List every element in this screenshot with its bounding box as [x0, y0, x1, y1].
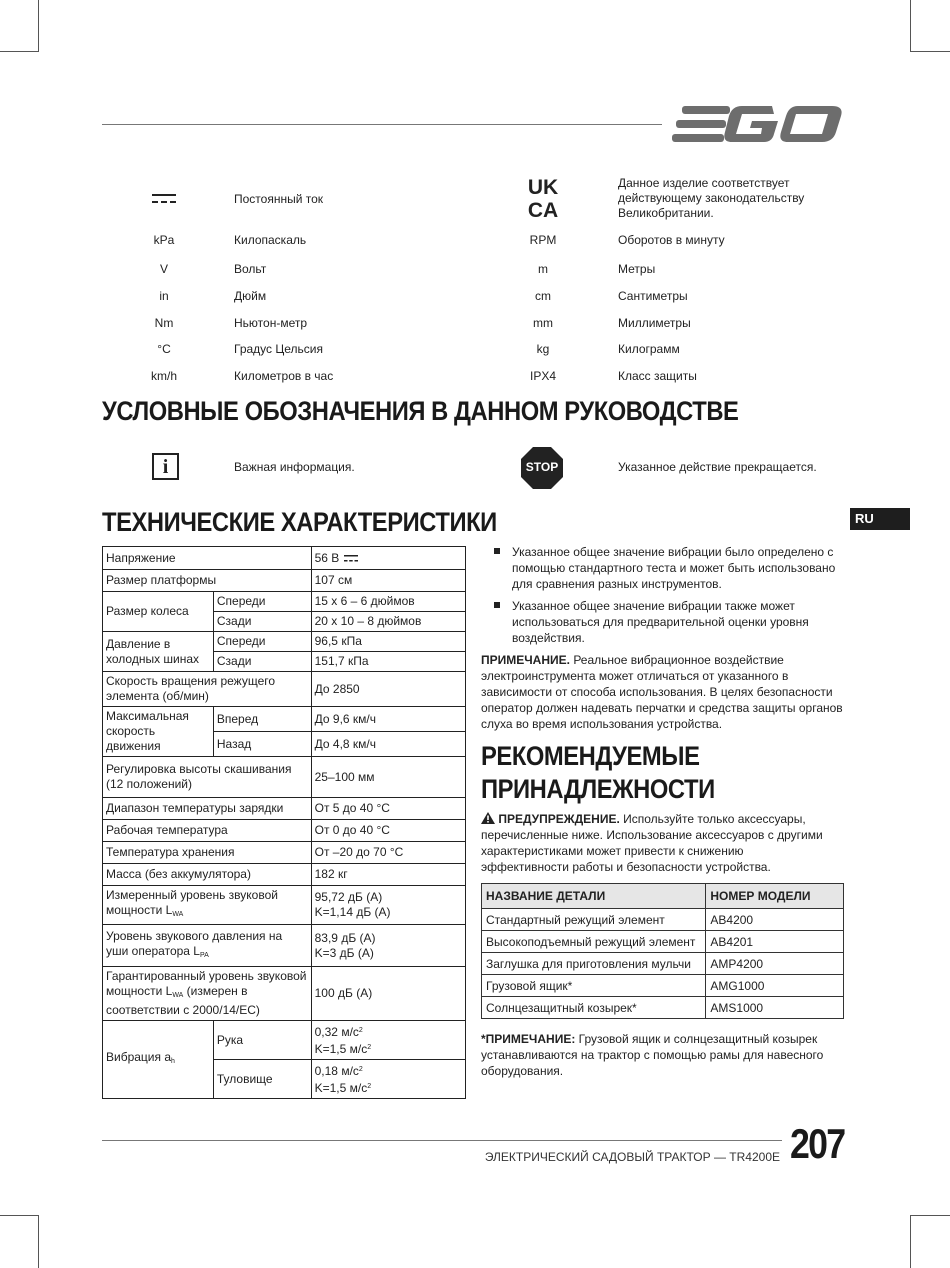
spec-value: 15 x 6 – 6 дюймов [311, 592, 465, 612]
symbol-key: kPa [153, 233, 175, 247]
spec-value: До 9,6 км/ч [311, 707, 465, 732]
specs-heading: ТЕХНИЧЕСКИЕ ХАРАКТЕРИСТИКИ [102, 507, 497, 537]
symbol-desc: Килограмм [618, 342, 680, 356]
table-row [103, 842, 466, 864]
ukca-mark-icon [503, 176, 583, 224]
value-line: K=3 дБ (А) [314, 945, 374, 960]
spec-value [311, 1060, 465, 1099]
table-row [103, 547, 466, 570]
symbol-desc: Килопаскаль [234, 233, 307, 247]
value-line: 0,32 м/с [314, 1025, 359, 1039]
table-row [103, 820, 466, 842]
stop-icon [520, 446, 564, 495]
model-number: AMP4200 [706, 953, 844, 975]
note-label: ПРИМЕЧАНИЕ. [481, 653, 570, 667]
value-line: 83,9 дБ (А) [314, 930, 376, 945]
part-name: Высокоподъемный режущий элемент [482, 931, 706, 953]
crop-mark [0, 51, 39, 52]
model-number: AMG1000 [706, 975, 844, 997]
spec-sublabel: Вперед [213, 707, 311, 732]
symbol-key: IPX4 [529, 369, 556, 383]
table-row [103, 757, 466, 798]
stop-desc: Указанное действие прекращается. [618, 460, 817, 474]
symbol-key: Nm [154, 316, 174, 330]
stop-icon-text: STOP [525, 460, 559, 474]
model-number: AB4200 [706, 909, 844, 931]
spec-label [103, 1021, 214, 1099]
sound-pressure-label: Уровень звукового давления на уши оператора L [106, 928, 283, 958]
spec-value: 107 см [311, 570, 465, 592]
spec-value: 96,5 кПа [311, 632, 465, 652]
table-row [103, 886, 466, 925]
symbol-desc: Класс защиты [618, 369, 697, 383]
symbol-desc: Метры [618, 262, 656, 276]
specs-table [102, 546, 466, 1099]
crop-mark [910, 1215, 950, 1216]
bullet-icon [494, 602, 500, 608]
voltage-value: 56 В [314, 550, 340, 565]
symbol-desc: Данное изделие соответствует действующему законодательству Великобритании. [618, 176, 805, 220]
note-text: Реальное вибрационное воздействие электроинструмента может отличаться от указанного в зависимости от способа использования. В целях безопасности оператор должен надевать перчатки и средства защиты органов слуха во время использования устройства. [481, 653, 843, 731]
warning-label: ПРЕДУПРЕЖДЕНИЕ. [498, 812, 620, 826]
value-line: 95,72 дБ (А) [314, 890, 383, 904]
symbol-key: °C [157, 342, 171, 356]
table-row [103, 570, 466, 592]
superscript: 2 [358, 1027, 363, 1034]
table-header-row [482, 884, 844, 909]
superscript: 2 [358, 1066, 363, 1073]
column-header: НАЗВАНИЕ ДЕТАЛИ [482, 884, 706, 909]
spec-sublabel: Спереди [213, 632, 311, 652]
spec-label: Размер платформы [103, 570, 312, 592]
header-rule [102, 124, 662, 125]
spec-value: 182 кг [311, 864, 465, 886]
spec-sublabel: Сзади [213, 652, 311, 672]
spec-label [103, 967, 312, 1021]
table-row [103, 798, 466, 820]
table-row [103, 672, 466, 707]
svg-text:UK: UK [527, 176, 559, 199]
spec-label: Давление в холодных шинах [103, 632, 214, 672]
table-row [482, 909, 844, 931]
column-header: НОМЕР МОДЕЛИ [706, 884, 844, 909]
spec-value: 151,7 кПа [311, 652, 465, 672]
superscript: 2 [367, 1044, 372, 1051]
table-row [103, 707, 466, 732]
spec-sublabel: Рука [213, 1021, 311, 1060]
crop-mark [910, 51, 950, 52]
spec-label: Напряжение [103, 547, 312, 570]
language-tab [850, 508, 910, 530]
vibration-note [481, 652, 843, 732]
value-line: 0,18 м/с [314, 1064, 359, 1078]
table-row [103, 632, 466, 652]
spec-value [311, 925, 465, 967]
spec-value [311, 886, 465, 925]
part-name: Грузовой ящик* [482, 975, 706, 997]
spec-label [103, 886, 312, 925]
value-line: K=1,5 м/с [314, 1042, 368, 1056]
spec-label: Скорость вращения режущего элемента (об/мин) [103, 672, 312, 707]
bullet-text: Указанное общее значение вибрации было определено с помощью стандартного теста и может быть использовано для сравнения разных инструментов. [512, 545, 836, 591]
spec-value: От 0 до 40 °C [311, 820, 465, 842]
spec-label: Регулировка высоты скашивания (12 положений) [103, 757, 312, 798]
spec-label: Максимальная скорость движения [103, 707, 214, 757]
symbol-key: cm [535, 289, 551, 303]
spec-value [311, 547, 465, 570]
value-line: K=1,14 дБ (А) [314, 905, 391, 919]
subscript: WA [172, 992, 184, 999]
bullet-text: Указанное общее значение вибрации также может использоваться для предварительной оценки уровня воздействия. [512, 599, 809, 645]
table-row [482, 975, 844, 997]
table-row [103, 925, 466, 967]
dc-current-icon [343, 554, 359, 563]
crop-mark [0, 1215, 39, 1216]
symbol-desc: Постоянный ток [234, 192, 324, 206]
table-row [482, 953, 844, 975]
symbol-desc: Миллиметры [618, 316, 691, 330]
model-number: AMS1000 [706, 997, 844, 1019]
spec-value: До 2850 [311, 672, 465, 707]
page-number: 207 [790, 1120, 845, 1167]
guaranteed-label: Гарантированный уровень звуковой мощности L [106, 969, 307, 998]
table-row [103, 967, 466, 1021]
spec-label: Рабочая температура [103, 820, 312, 842]
spec-value: От 5 до 40 °C [311, 798, 465, 820]
symbol-desc: Сантиметры [618, 289, 688, 303]
table-row [482, 997, 844, 1019]
part-name: Заглушка для приготовления мульчи [482, 953, 706, 975]
warning-text: Используйте только аксессуары, перечисленные ниже. Использование аксессуаров с другими характеристиками может привести к снижению эффективности работы и безопасности устройства. [481, 812, 823, 874]
ego-logo-icon [672, 104, 844, 144]
symbol-desc: Километров в час [234, 369, 334, 383]
info-desc: Важная информация. [234, 460, 355, 474]
sound-power-label: Измеренный уровень звуковой мощности L [106, 888, 278, 917]
symbol-key: m [538, 262, 548, 276]
spec-label: Размер колеса [103, 592, 214, 632]
vibration-label: Вибрация a [106, 1050, 172, 1064]
part-name: Солнцезащитный козырек* [482, 997, 706, 1019]
spec-label: Масса (без аккумулятора) [103, 864, 312, 886]
language-tab-label: RU [855, 511, 874, 526]
subscript: WA [172, 911, 184, 918]
crop-mark [910, 1215, 911, 1268]
symbol-key: mm [533, 316, 553, 330]
accessories-footnote [481, 1031, 826, 1079]
spec-value: 100 дБ (А) [311, 967, 465, 1021]
model-number: AB4201 [706, 931, 844, 953]
symbol-key: kg [536, 342, 550, 356]
guaranteed-label-tail: (измерен в соответствии с 2000/14/EC) [106, 984, 260, 1017]
table-row [103, 592, 466, 612]
symbol-key: V [159, 262, 168, 276]
footer-rule [102, 1140, 782, 1141]
heading-line: ПРИНАДЛЕЖНОСТИ [481, 774, 715, 804]
warning-icon [481, 812, 495, 824]
info-icon-text: i [162, 455, 169, 478]
symbol-desc: Дюйм [234, 289, 267, 303]
value-line: K=1,5 м/с [314, 1081, 368, 1095]
table-row [103, 864, 466, 886]
info-icon [152, 453, 179, 480]
ego-logo [672, 104, 844, 149]
symbol-key: in [159, 289, 169, 303]
dc-current-icon [124, 192, 204, 210]
symbol-desc: Ньютон-метр [234, 316, 308, 330]
bullet-icon [494, 548, 500, 554]
accessories-warning [481, 811, 826, 875]
table-row [482, 931, 844, 953]
crop-mark [38, 1215, 39, 1268]
spec-value: 20 x 10 – 8 дюймов [311, 612, 465, 632]
spec-value: До 4,8 км/ч [311, 732, 465, 757]
spec-value: От –20 до 70 °C [311, 842, 465, 864]
heading-line: РЕКОМЕНДУЕМЫЕ [481, 741, 700, 771]
spec-label: Диапазон температуры зарядки [103, 798, 312, 820]
spec-label: Температура хранения [103, 842, 312, 864]
spec-value [311, 1021, 465, 1060]
spec-sublabel: Сзади [213, 612, 311, 632]
symbol-desc: Вольт [234, 262, 267, 276]
footer-title: ЭЛЕКТРИЧЕСКИЙ САДОВЫЙ ТРАКТОР — TR4200E [484, 1150, 780, 1164]
spec-value: 25–100 мм [311, 757, 465, 798]
crop-mark [38, 0, 39, 52]
subscript: h [171, 1058, 175, 1065]
svg-text:CA: CA [527, 199, 559, 220]
symbol-desc: Градус Цельсия [234, 342, 323, 356]
superscript: 2 [367, 1083, 372, 1090]
subscript: PA [199, 951, 209, 959]
symbol-desc: Оборотов в минуту [618, 233, 725, 247]
symbol-key: RPM [529, 233, 557, 247]
spec-sublabel: Спереди [213, 592, 311, 612]
spec-label [103, 925, 312, 967]
accessories-heading [481, 740, 715, 806]
crop-mark [910, 0, 911, 52]
footnote-label: *ПРИМЕЧАНИЕ: [481, 1032, 576, 1046]
footnote-text: Грузовой ящик и солнцезащитный козырек устанавливаются на трактор с помощью рамы для навесного оборудования. [481, 1032, 824, 1078]
spec-sublabel: Назад [213, 732, 311, 757]
table-row [103, 1021, 466, 1060]
accessories-table [481, 883, 844, 1019]
part-name: Стандартный режущий элемент [482, 909, 706, 931]
symbol-key: km/h [150, 369, 177, 383]
conventions-heading: УСЛОВНЫЕ ОБОЗНАЧЕНИЯ В ДАННОМ РУКОВОДСТВЕ [102, 396, 739, 426]
spec-sublabel: Туловище [213, 1060, 311, 1099]
